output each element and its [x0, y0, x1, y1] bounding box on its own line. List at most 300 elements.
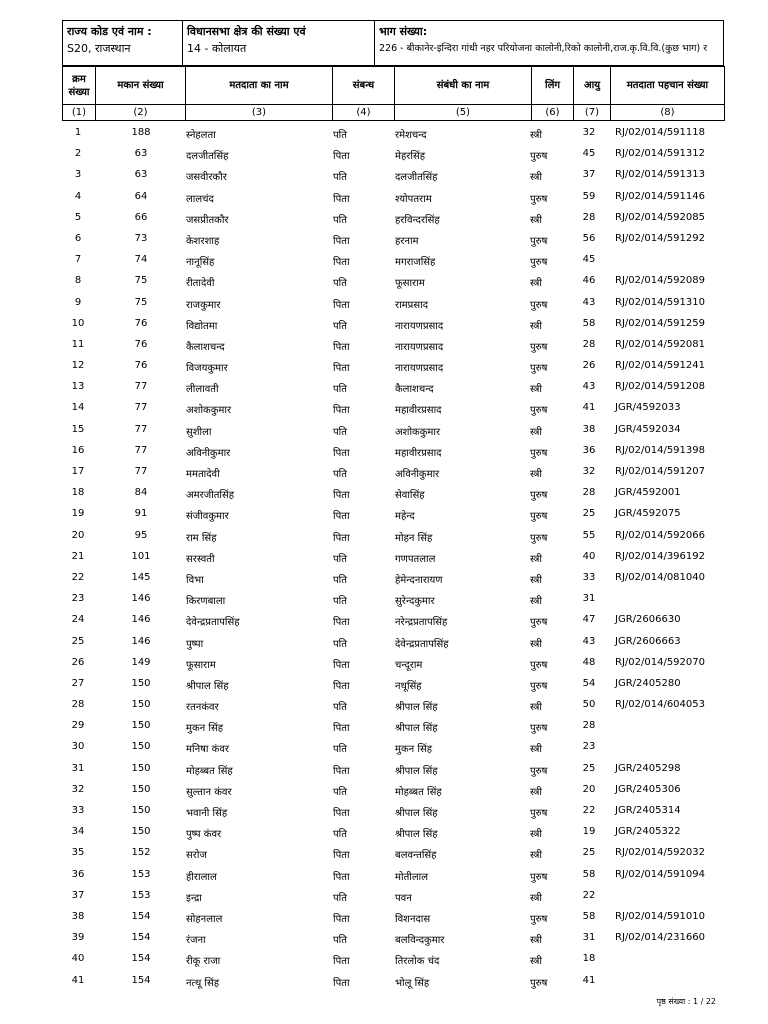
assembly-label: विधानसभा क्षेत्र की संख्या एवं — [187, 25, 306, 38]
sex: पुरुष — [530, 257, 548, 269]
col-num-1: (1) — [63, 105, 96, 121]
relation: पिता — [333, 765, 350, 777]
relation: पिता — [333, 617, 350, 629]
sex: स्त्री — [530, 320, 542, 332]
age: 25 — [582, 762, 596, 774]
table-row — [62, 145, 724, 166]
house-number: 91 — [134, 508, 148, 520]
epic-number: RJ/02/014/591312 — [615, 148, 705, 160]
header-box — [62, 20, 724, 66]
sex: पुरुष — [530, 723, 548, 735]
relative-name: सुरेन्दकुमार — [395, 596, 435, 608]
serial-number: 36 — [71, 868, 85, 880]
table-row — [62, 823, 724, 844]
relation: पिता — [333, 363, 350, 375]
sex: स्त्री — [530, 935, 542, 947]
voter-name: स्नेहलता — [186, 130, 216, 141]
voter-rows — [62, 124, 724, 993]
house-number: 77 — [134, 444, 148, 456]
serial-number: 30 — [71, 741, 85, 753]
age: 19 — [582, 826, 596, 838]
epic-number: JGR/2405306 — [615, 783, 681, 795]
serial-number: 34 — [71, 826, 85, 838]
table-row — [62, 781, 724, 802]
sex: पुरुष — [530, 299, 548, 311]
age: 56 — [582, 232, 596, 244]
part-value: 226 - बीकानेर-इन्दिरा गांधी नहर परियोजना कालोनी,रिको कालोनी,राज.कृ.वि.वि.(कुछ भाग) र — [379, 43, 708, 54]
sex: स्त्री — [530, 829, 542, 841]
relation: पिता — [333, 341, 350, 353]
voter-name: संजीवकुमार — [186, 511, 229, 523]
relative-name: तिरलोक चंद — [395, 956, 440, 968]
age: 37 — [582, 169, 596, 181]
epic-number: JGR/2405322 — [615, 826, 681, 838]
col-relation: संबन्ध — [333, 67, 395, 105]
serial-number: 40 — [71, 953, 85, 965]
table-row — [62, 272, 724, 293]
relation: पिता — [333, 490, 350, 502]
serial-number: 1 — [74, 127, 82, 138]
relative-name: हरनाम — [395, 235, 419, 247]
voter-name: सरोज — [186, 850, 207, 862]
house-number: 77 — [134, 423, 148, 435]
epic-number: RJ/02/014/591207 — [615, 466, 705, 477]
relative-name: श्योपतराम — [395, 193, 432, 205]
voter-name: हीरालाल — [186, 871, 217, 883]
serial-number: 35 — [71, 847, 85, 859]
relative-name: श्रीपाल सिंह — [395, 829, 438, 841]
relation: पति — [333, 892, 347, 904]
voter-name: केशरशाह — [186, 235, 220, 247]
relation: पति — [333, 786, 347, 798]
relative-name: श्रीपाल सिंह — [395, 808, 438, 819]
epic-number: RJ/02/014/081040 — [615, 571, 705, 583]
relative-name: गणपतलाल — [395, 553, 436, 565]
epic-number: RJ/02/014/591398 — [615, 444, 705, 456]
relation: पिता — [333, 193, 350, 205]
voter-name: पुष्प कंवर — [186, 829, 222, 841]
relation: पिता — [333, 659, 350, 671]
relation: पति — [333, 553, 347, 565]
col-num-5: (5) — [395, 105, 532, 121]
age: 22 — [582, 805, 596, 816]
relation: पिता — [333, 235, 350, 247]
table-row — [62, 336, 724, 357]
house-number: 76 — [134, 360, 148, 372]
serial-number: 21 — [71, 550, 85, 562]
epic-number: JGR/4592033 — [615, 402, 681, 414]
sex: स्त्री — [530, 574, 542, 586]
serial-number: 27 — [71, 677, 85, 689]
voter-name: श्रीपाल सिंह — [186, 680, 229, 692]
table-row — [62, 230, 724, 251]
age: 40 — [582, 550, 596, 562]
sex: पुरुष — [530, 532, 548, 544]
age: 28 — [582, 487, 596, 499]
col-epic: मतदाता पहचान संख्या — [611, 67, 725, 105]
voter-name: जसप्रीतकौर — [186, 214, 229, 226]
table-row — [62, 166, 724, 187]
table-row — [62, 209, 724, 230]
relation: पिता — [333, 808, 350, 819]
serial-number: 37 — [71, 889, 85, 901]
age: 48 — [582, 656, 596, 668]
serial-number: 3 — [74, 169, 82, 181]
age: 58 — [582, 910, 596, 922]
house-number: 84 — [134, 487, 148, 499]
assembly-value: 14 - कोलायत — [187, 42, 247, 55]
epic-number: RJ/02/014/591010 — [615, 910, 705, 922]
age: 20 — [582, 783, 596, 795]
relative-name: मुकन सिंह — [395, 744, 433, 756]
house-number: 150 — [131, 762, 151, 774]
relative-name: चन्दूराम — [395, 659, 423, 671]
voter-name: सुल्तान कंवर — [186, 786, 232, 798]
table-row — [62, 463, 724, 484]
serial-number: 6 — [74, 232, 82, 244]
age: 59 — [582, 190, 596, 202]
house-number: 154 — [131, 910, 151, 922]
serial-number: 39 — [71, 932, 85, 944]
relation: पति — [333, 469, 347, 480]
sex: पुरुष — [530, 617, 548, 629]
relation: पति — [333, 130, 347, 141]
relative-name: नरेन्द्रप्रतापसिंह — [395, 617, 448, 629]
relative-name: दलजीतसिंह — [395, 172, 438, 184]
house-number: 75 — [134, 275, 148, 287]
sex: पुरुष — [530, 659, 548, 671]
relation: पिता — [333, 532, 350, 544]
relation: पिता — [333, 405, 350, 417]
age: 45 — [582, 148, 596, 160]
sex: स्त्री — [530, 426, 542, 438]
house-number: 146 — [131, 614, 151, 626]
serial-number: 2 — [74, 148, 82, 160]
house-number: 153 — [131, 868, 151, 880]
age: 32 — [582, 127, 596, 138]
table-row — [62, 633, 724, 654]
epic-number: JGR/2405280 — [615, 677, 681, 689]
house-number: 73 — [134, 232, 148, 244]
house-number: 150 — [131, 783, 151, 795]
sex: स्त्री — [530, 469, 542, 480]
relative-name: कैलाशचन्द — [395, 384, 434, 396]
relation: पिता — [333, 299, 350, 311]
sex: स्त्री — [530, 172, 542, 184]
age: 54 — [582, 677, 596, 689]
age: 58 — [582, 868, 596, 880]
sex: स्त्री — [530, 850, 542, 862]
relative-name: महावीरप्रसाद — [395, 447, 442, 459]
sex: पुरुष — [530, 235, 548, 247]
relation: पिता — [333, 913, 350, 925]
relative-name: नारायणप्रसाद — [395, 320, 444, 332]
relation: पति — [333, 426, 347, 438]
epic-number: RJ/02/014/591118 — [615, 127, 705, 138]
house-number: 77 — [134, 466, 148, 477]
voter-name: रीतादेवी — [186, 278, 215, 290]
serial-number: 7 — [74, 254, 82, 266]
voter-name: मुकन सिंह — [186, 723, 224, 735]
voter-name: राजकुमार — [186, 299, 221, 311]
relative-name: हरविन्दरसिंह — [395, 214, 440, 226]
sex: पुरुष — [530, 405, 548, 417]
table-row — [62, 251, 724, 272]
sex: पुरुष — [530, 151, 548, 163]
table-row — [62, 188, 724, 209]
age: 38 — [582, 423, 596, 435]
col-num-4: (4) — [333, 105, 395, 121]
col-num-3: (3) — [186, 105, 333, 121]
relative-name: महेन्द — [395, 511, 415, 523]
col-num-6: (6) — [532, 105, 574, 121]
relative-name: नारायणप्रसाद — [395, 363, 444, 375]
relative-name: भोलू सिंह — [395, 977, 430, 989]
serial-number: 38 — [71, 910, 85, 922]
serial-number: 26 — [71, 656, 85, 668]
serial-number: 24 — [71, 614, 85, 626]
relative-name: महावीरप्रसाद — [395, 405, 442, 417]
voter-name: किरणबाला — [186, 596, 226, 608]
voter-name: लालचंद — [186, 193, 214, 205]
relative-name: पवन — [395, 892, 412, 904]
sex: स्त्री — [530, 384, 542, 396]
table-row — [62, 421, 724, 442]
serial-number: 31 — [71, 762, 85, 774]
voter-name: इन्द्रा — [186, 892, 202, 904]
epic-number: RJ/02/014/591241 — [615, 360, 705, 372]
table-row — [62, 357, 724, 378]
epic-number: RJ/02/014/592066 — [615, 529, 705, 541]
serial-number: 10 — [71, 317, 85, 329]
relative-name: बलविन्दकुमार — [395, 935, 445, 947]
epic-number: JGR/4592001 — [615, 487, 681, 499]
relation: पति — [333, 935, 347, 947]
relative-name: अशोककुमार — [395, 426, 441, 438]
table-row — [62, 399, 724, 420]
table-row — [62, 675, 724, 696]
table-row — [62, 505, 724, 526]
table-row — [62, 611, 724, 632]
state-cell — [63, 21, 183, 65]
table-row — [62, 442, 724, 463]
table-row — [62, 124, 724, 145]
house-number: 145 — [131, 571, 151, 583]
age: 43 — [582, 381, 596, 393]
col-age: आयु — [574, 67, 611, 105]
relation: पति — [333, 214, 347, 226]
epic-number: RJ/02/014/591146 — [615, 190, 705, 202]
age: 31 — [582, 593, 596, 605]
voter-name: विभा — [186, 574, 204, 586]
relation: पिता — [333, 977, 350, 989]
serial-number: 16 — [71, 444, 85, 456]
sex: पुरुष — [530, 871, 548, 883]
sex: पुरुष — [530, 680, 548, 692]
epic-number: RJ/02/014/591259 — [615, 317, 705, 329]
epic-number: JGR/2405314 — [615, 805, 681, 816]
sex: स्त्री — [530, 596, 542, 608]
table-row — [62, 294, 724, 315]
part-label: भाग संख्या: — [379, 25, 428, 38]
age: 28 — [582, 211, 596, 223]
col-num-2: (2) — [96, 105, 186, 121]
relation: पति — [333, 596, 347, 608]
voter-name: सुशीला — [186, 426, 212, 438]
age: 25 — [582, 508, 596, 520]
house-number: 63 — [134, 169, 148, 181]
serial-number: 32 — [71, 783, 85, 795]
relation: पति — [333, 172, 347, 184]
epic-number: JGR/4592034 — [615, 423, 681, 435]
serial-number: 5 — [74, 211, 82, 223]
epic-number: RJ/02/014/592070 — [615, 656, 705, 668]
relation: पिता — [333, 723, 350, 735]
relative-name: मोहन सिंह — [395, 532, 433, 544]
serial-number: 14 — [71, 402, 85, 414]
age: 33 — [582, 571, 596, 583]
sex: पुरुष — [530, 977, 548, 989]
voter-name: कैलाशचन्द — [186, 341, 225, 353]
voter-name: जसवीरकौर — [186, 172, 227, 184]
age: 28 — [582, 338, 596, 350]
col-serial: क्रम संख्या — [63, 67, 96, 105]
table-row — [62, 696, 724, 717]
serial-number: 25 — [71, 635, 85, 647]
epic-number: RJ/02/014/591094 — [615, 868, 705, 880]
relative-name: मगराजसिंह — [395, 257, 436, 269]
serial-number: 17 — [71, 466, 85, 477]
sex: पुरुष — [530, 765, 548, 777]
age: 32 — [582, 466, 596, 477]
sex: पुरुष — [530, 447, 548, 459]
house-number: 152 — [131, 847, 151, 859]
serial-number: 18 — [71, 487, 85, 499]
epic-number: RJ/02/014/231660 — [615, 932, 705, 944]
age: 18 — [582, 953, 596, 965]
relation: पति — [333, 384, 347, 396]
age: 58 — [582, 317, 596, 329]
sex: स्त्री — [530, 786, 542, 798]
state-value: S20, राजस्थान — [67, 42, 131, 55]
serial-number: 23 — [71, 593, 85, 605]
house-number: 64 — [134, 190, 148, 202]
epic-number: RJ/02/014/604053 — [615, 699, 705, 711]
relation: पति — [333, 320, 347, 332]
house-number: 154 — [131, 953, 151, 965]
relative-name: सेवासिंह — [395, 490, 425, 502]
table-row — [62, 972, 724, 993]
table-row — [62, 908, 724, 929]
relation: पति — [333, 829, 347, 841]
sex: स्त्री — [530, 956, 542, 968]
house-number: 77 — [134, 402, 148, 414]
sex: स्त्री — [530, 702, 542, 714]
voter-name: दलजीतसिंह — [186, 151, 229, 163]
age: 26 — [582, 360, 596, 372]
house-number: 154 — [131, 932, 151, 944]
voter-name: सरस्वती — [186, 553, 215, 565]
relative-name: रमेशचन्द — [395, 130, 427, 141]
epic-number: RJ/02/014/592081 — [615, 338, 705, 350]
table-row — [62, 738, 724, 759]
relation: पति — [333, 638, 347, 650]
age: 22 — [582, 889, 596, 901]
epic-number: RJ/02/014/592089 — [615, 275, 705, 287]
relative-name: अविनीकुमार — [395, 469, 440, 480]
age: 25 — [582, 847, 596, 859]
house-number: 188 — [131, 127, 151, 138]
table-row — [62, 527, 724, 548]
voter-name: विद्योतमा — [186, 320, 218, 332]
sex: पुरुष — [530, 913, 548, 925]
house-number: 146 — [131, 635, 151, 647]
relative-name: रामप्रसाद — [395, 299, 429, 311]
sex: स्त्री — [530, 130, 542, 141]
voter-name: रतनकंवर — [186, 702, 219, 714]
table-row — [62, 569, 724, 590]
age: 47 — [582, 614, 596, 626]
age: 46 — [582, 275, 596, 287]
house-number: 74 — [134, 254, 148, 266]
page-number: पृष्ठ संख्या : 1 / 22 — [656, 997, 716, 1006]
relative-name: नारायणप्रसाद — [395, 341, 444, 353]
voter-name: सोहनलाल — [186, 913, 223, 925]
serial-number: 9 — [74, 296, 82, 308]
epic-number: RJ/02/014/396192 — [615, 550, 705, 562]
relative-name: श्रीपाल सिंह — [395, 765, 438, 777]
house-number: 63 — [134, 148, 148, 160]
age: 50 — [582, 699, 596, 711]
age: 45 — [582, 254, 596, 266]
voter-name: रीकू राजा — [186, 956, 221, 968]
sex: स्त्री — [530, 214, 542, 226]
relation: पिता — [333, 447, 350, 459]
house-number: 66 — [134, 211, 148, 223]
house-number: 150 — [131, 677, 151, 689]
house-number: 76 — [134, 338, 148, 350]
relative-name: मोहब्बत सिंह — [395, 786, 442, 798]
voter-name: मनिषा कंवर — [186, 744, 229, 756]
relative-name: मोतीलाल — [395, 871, 429, 883]
relation: पति — [333, 744, 347, 756]
voter-name: नत्थू सिंह — [186, 977, 220, 989]
table-row — [62, 929, 724, 950]
relative-name: फूसाराम — [395, 278, 425, 290]
epic-number: JGR/2606630 — [615, 614, 681, 626]
relative-name: विशनदास — [395, 913, 431, 925]
voter-name: पुष्पा — [186, 638, 204, 650]
table-row — [62, 315, 724, 336]
house-number: 153 — [131, 889, 151, 901]
sex: पुरुष — [530, 511, 548, 523]
part-cell — [375, 21, 725, 65]
col-relative-name: संबंधी का नाम — [395, 67, 532, 105]
epic-number: JGR/2606663 — [615, 635, 681, 647]
table-row — [62, 654, 724, 675]
relation: पिता — [333, 257, 350, 269]
age: 43 — [582, 296, 596, 308]
table-row — [62, 866, 724, 887]
house-number: 77 — [134, 381, 148, 393]
serial-number: 22 — [71, 571, 85, 583]
table-row — [62, 887, 724, 908]
sex: पुरुष — [530, 193, 548, 205]
epic-number: RJ/02/014/592032 — [615, 847, 705, 859]
col-voter-name: मतदाता का नाम — [186, 67, 333, 105]
serial-number: 11 — [71, 338, 85, 350]
voter-name: अशोककुमार — [186, 405, 232, 417]
